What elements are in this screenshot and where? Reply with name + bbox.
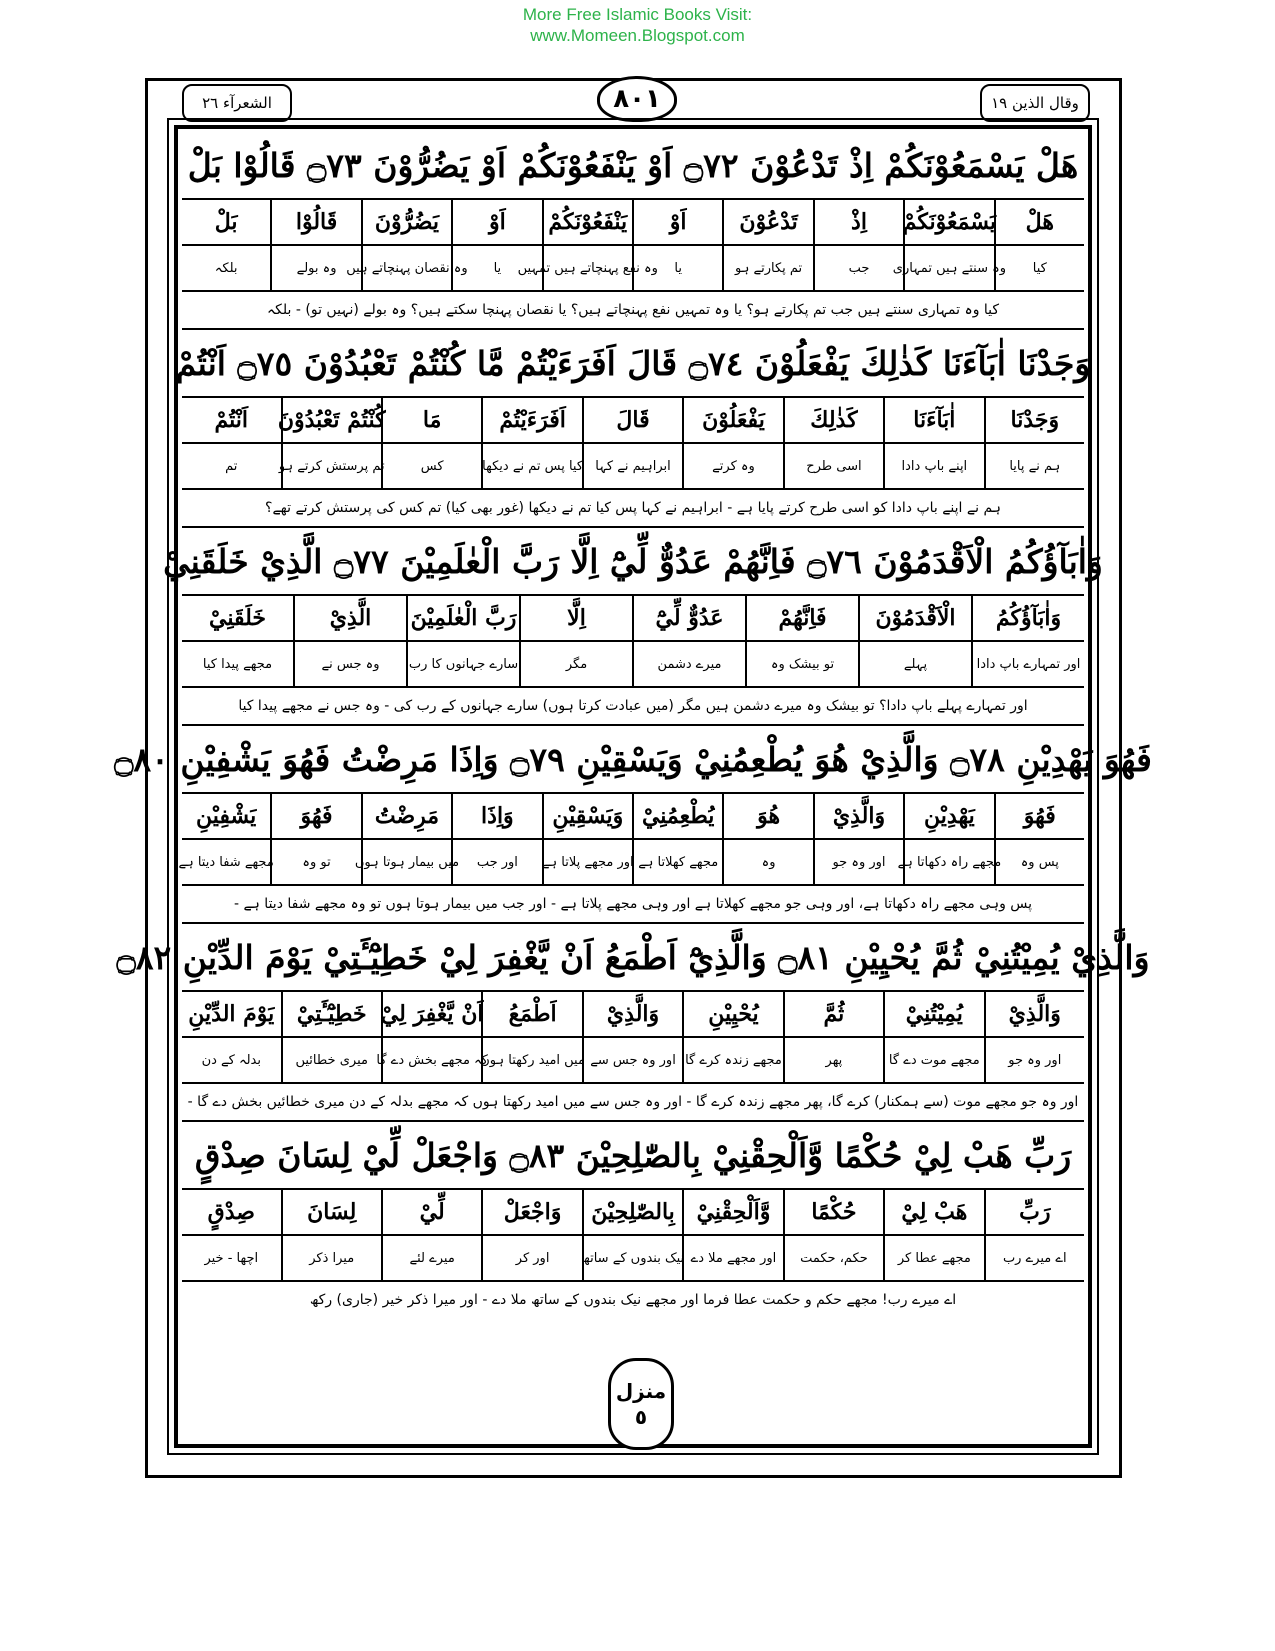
- word-cell: هُوَ: [722, 794, 812, 838]
- translation-cell: حکم، حکمت: [783, 1236, 883, 1280]
- translation-row: [182, 642, 1084, 688]
- translation-cell: میرے دشمن: [632, 642, 745, 686]
- site-banner: [0, 4, 1275, 46]
- word-cell: حُكْمًا: [783, 1190, 883, 1234]
- word-cell: مَرِضْتُ: [361, 794, 451, 838]
- word-cell: قَالَ: [582, 398, 682, 442]
- arabic-verse-line: رَبِّ هَبْ لِيْ حُكْمًا وَّاَلْحِقْنِيْ بِالصّٰلِحِيْنَ ۝٨٣ وَاجْعَلْ لِّيْ لِسَانَ صِدْقٍ: [182, 1122, 1084, 1190]
- site-line-1: More Free Islamic Books Visit:: [522, 5, 753, 24]
- translation-cell: اے میرے رب: [984, 1236, 1084, 1280]
- word-cell: اَوْ: [632, 200, 722, 244]
- translation-cell: تو وہ: [270, 840, 360, 884]
- translation-cell: مجھے شفا دیتا ہے: [178, 854, 274, 870]
- word-cell: بَلْ: [214, 209, 238, 235]
- word-cell: اِذْ: [813, 200, 903, 244]
- word-cell: يَهْدِيْنِ: [903, 794, 993, 838]
- word-cell: قَالُوْا: [270, 200, 360, 244]
- translation-cell: مجھے پیدا کیا: [202, 656, 273, 672]
- translation-cell: نیک بندوں کے ساتھ: [582, 1236, 682, 1280]
- word-cell: رَبِّ: [984, 1190, 1084, 1234]
- translation-cell: مجھے زندہ کرے گا: [682, 1038, 782, 1082]
- translation-row: [182, 246, 1084, 292]
- full-translation: ہم نے اپنے باپ دادا کو اسی طرح کرتے پایا ہے - ابراہیم نے کہا پس کیا تم نے دیکھا (غور بھی کیا) تم کس کی پرستش کرتے تھے؟: [265, 500, 1001, 516]
- word-cell: وَاِذَا: [451, 794, 541, 838]
- word-cell: لِّيْ: [381, 1190, 481, 1234]
- word-cell: صِدْقٍ: [207, 1199, 255, 1225]
- word-cell: رَبَّ الْعٰلَمِيْنَ: [406, 596, 519, 640]
- manzil-marker: [608, 1358, 674, 1450]
- word-cell: مَا: [381, 398, 481, 442]
- translation-row: [178, 840, 1084, 886]
- word-cell: يَفْعَلُوْنَ: [682, 398, 782, 442]
- word-cell: ثُمَّ: [783, 992, 883, 1036]
- translation-row: [182, 1236, 1084, 1282]
- full-translation: اور وہ جو مجھے موت (سے ہمکنار) کرے گا، پھر مجھے زندہ کرے گا - اور وہ جس سے میں امید رکھتا ہوں کہ مجھے بدلہ کے دن میری خطائیں بخش دے گا -: [187, 1094, 1079, 1110]
- translation-cell: اپنے باپ دادا: [883, 444, 983, 488]
- word-cell: وَيَسْقِيْنِ: [542, 794, 632, 838]
- word-cell: يَشْفِيْنِ: [196, 803, 257, 829]
- translation-cell: مجھے راہ دکھاتا ہے: [903, 840, 993, 884]
- word-cell: فَاِنَّهُمْ: [745, 596, 858, 640]
- word-cell: وَّاَلْحِقْنِيْ: [682, 1190, 782, 1234]
- verse-section: [114, 726, 1152, 924]
- word-row: [182, 794, 1084, 840]
- word-cell: عَدُوٌّ لِّيْٓ: [632, 596, 745, 640]
- translation-cell: تو بیشک وہ: [745, 642, 858, 686]
- word-cell: وَجَدْنَا: [984, 398, 1084, 442]
- translation-cell: اور مجھے پلاتا ہے: [542, 840, 632, 884]
- surah-label: الشعرآء ٢٦: [182, 84, 292, 122]
- translation-cell: اور تمہارے باپ دادا: [971, 642, 1084, 686]
- translation-cell: مجھے کھلاتا ہے: [632, 840, 722, 884]
- translation-cell: پہلے: [858, 642, 971, 686]
- translation-cell: اچھا - خیر: [204, 1250, 259, 1266]
- translation-cell: تم پکارتے ہو: [722, 246, 812, 290]
- translation-cell: تم: [225, 458, 238, 474]
- word-cell: فَهُوَ: [270, 794, 360, 838]
- translation-cell: اور مجھے ملا دے: [682, 1236, 782, 1280]
- translation-cell: مجھے عطا کر: [883, 1236, 983, 1280]
- word-cell: وَاجْعَلْ: [481, 1190, 581, 1234]
- translation-cell: ہم نے پایا: [984, 444, 1084, 488]
- translation-cell: وہ جس نے: [293, 642, 406, 686]
- full-translation: کیا وہ تمہاری سنتے ہیں جب تم پکارتے ہو؟ یا وہ تمہیں نفع پہنچاتے ہیں؟ یا نقصان پہنچا سکتے ہیں؟ وہ بولے (نہیں تو) - بلکہ: [266, 302, 1000, 318]
- translation-cell: اسی طرح: [783, 444, 883, 488]
- word-cell: وَالَّذِيْ: [813, 794, 903, 838]
- verse-section: [182, 132, 1084, 330]
- word-cell: هَبْ لِيْ: [883, 1190, 983, 1234]
- word-cell: هَلْ: [994, 200, 1084, 244]
- word-row: [182, 1190, 1084, 1236]
- arabic-verse-line: فَهُوَ يَهْدِيْنِ ۝٧٨ وَالَّذِيْ هُوَ يُطْعِمُنِيْ وَيَسْقِيْنِ ۝٧٩ وَاِذَا مَرِضْتُ فَهُوَ يَشْفِيْنِ ۝٨٠: [182, 726, 1084, 794]
- word-cell: اَنْتُمْ: [214, 407, 249, 433]
- arabic-verse-line: وَجَدْنَا اٰبَآءَنَا كَذٰلِكَ يَفْعَلُوْنَ ۝٧٤ قَالَ اَفَرَءَيْتُمْ مَّا كُنْتُمْ تَعْبُدُوْنَ ۝٧٥ اَنْتُمْ: [182, 330, 1084, 398]
- translation-cell: میرا ذکر: [281, 1236, 381, 1280]
- word-cell: وَالَّذِيْ: [582, 992, 682, 1036]
- word-cell: يَنْفَعُوْنَكُمْ: [542, 200, 632, 244]
- verse-section: [182, 1122, 1084, 1318]
- verse-section: [175, 330, 1091, 528]
- translation-cell: مجھے موت دے گا: [883, 1038, 983, 1082]
- word-cell: اَفَرَءَيْتُمْ: [481, 398, 581, 442]
- translation-cell: بدلہ کے دن: [201, 1052, 261, 1068]
- translation-cell: وہ بولے: [270, 246, 360, 290]
- word-cell: يَضُرُّوْنَ: [361, 200, 451, 244]
- full-translation: اے میرے رب! مجھے حکم و حکمت عطا فرما اور مجھے نیک بندوں کے ساتھ ملا دے - اور میرا ذکر خیر (جاری) رکھ: [309, 1292, 957, 1308]
- translation-cell: کیا پس تم نے دیکھا: [481, 444, 581, 488]
- arabic-verse-line: هَلْ يَسْمَعُوْنَكُمْ اِذْ تَدْعُوْنَ ۝٧٢ اَوْ يَنْفَعُوْنَكُمْ اَوْ يَضُرُّوْنَ ۝٧٣ قَالُوْا بَلْ: [182, 132, 1084, 200]
- word-cell: اِلَّا: [519, 596, 632, 640]
- word-cell: خَلَقَنِيْ: [209, 605, 266, 631]
- word-cell: تَدْعُوْنَ: [722, 200, 812, 244]
- translation-cell: اور کر: [481, 1236, 581, 1280]
- word-cell: فَهُوَ: [994, 794, 1084, 838]
- translation-cell: کیا: [994, 246, 1084, 290]
- translation-cell: پس وہ: [994, 840, 1084, 884]
- page-number: ٨٠١: [597, 76, 677, 122]
- word-row: [182, 992, 1084, 1038]
- word-cell: لِسَانَ: [281, 1190, 381, 1234]
- word-cell: اَنْ يَّغْفِرَ لِيْ: [381, 992, 481, 1036]
- translation-cell: کہ مجھے بخش دے گا: [381, 1038, 481, 1082]
- translation-cell: وہ نفع پہنچاتے ہیں تمہیں: [542, 246, 632, 290]
- word-cell: خَطِيْٓـَٔتِيْ: [281, 992, 381, 1036]
- translation-cell: میری خطائیں: [281, 1038, 381, 1082]
- translation-cell: اور وہ جو: [984, 1038, 1084, 1082]
- word-cell: وَالَّذِيْ: [984, 992, 1084, 1036]
- full-translation: پس وہی مجھے راہ دکھاتا ہے، اور وہی جو مجھے کھلاتا ہے اور وہی مجھے پلاتا ہے - اور جب میں بیمار ہوتا ہوں تو وہ مجھے شفا دیتا ہے -: [233, 896, 1033, 912]
- translation-cell: میں امید رکھتا ہوں: [481, 1038, 581, 1082]
- word-cell: وَاٰبَآؤُكُمُ: [971, 596, 1084, 640]
- translation-cell: یا: [451, 246, 541, 290]
- juz-label: وقال الذين ١٩: [980, 84, 1090, 122]
- translation-cell: اور جب: [451, 840, 541, 884]
- word-cell: يَسْمَعُوْنَكُمْ: [903, 200, 993, 244]
- word-cell: يُحْيِيْنِ: [682, 992, 782, 1036]
- word-cell: يُطْعِمُنِيْ: [632, 794, 722, 838]
- translation-cell: وہ کرتے: [682, 444, 782, 488]
- translation-row: [182, 444, 1084, 490]
- translation-cell: جب: [813, 246, 903, 290]
- translation-cell: بلکہ: [214, 260, 238, 276]
- translation-cell: میرے لئے: [381, 1236, 481, 1280]
- translation-cell: یا: [632, 246, 722, 290]
- word-cell: يُمِيْتُنِيْ: [883, 992, 983, 1036]
- translation-cell: کس: [381, 444, 481, 488]
- translation-cell: پھر: [783, 1038, 883, 1082]
- arabic-verse-line: وَالَّذِيْ يُمِيْتُنِيْ ثُمَّ يُحْيِيْنِ ۝٨١ وَالَّذِيْٓ اَطْمَعُ اَنْ يَّغْفِرَ لِيْ خَطِيْٓـَٔتِيْ يَوْمَ الدِّيْنِ ۝٨٢: [182, 924, 1084, 992]
- translation-cell: اور وہ جس سے: [582, 1038, 682, 1082]
- word-cell: الْاَقْدَمُوْنَ: [858, 596, 971, 640]
- word-cell: كَذٰلِكَ: [783, 398, 883, 442]
- manzil-label: منزل: [615, 1379, 667, 1403]
- translation-cell: تم پرستش کرتے ہو: [281, 444, 381, 488]
- word-row: [182, 398, 1084, 444]
- translation-cell: سارے جہانوں کا رب: [406, 642, 519, 686]
- translation-cell: اور وہ جو: [813, 840, 903, 884]
- page-content: [114, 132, 1152, 1318]
- word-cell: الَّذِيْ: [293, 596, 406, 640]
- word-cell: كُنْتُمْ تَعْبُدُوْنَ: [281, 398, 381, 442]
- translation-cell: میں بیمار ہوتا ہوں: [361, 840, 451, 884]
- full-translation: اور تمہارے پہلے باپ دادا؟ تو بیشک وہ میرے دشمن ہیں مگر (میں عبادت کرتا ہوں) سارے جہانوں کے رب کی - وہ جس نے مجھے پیدا کیا: [238, 698, 1028, 714]
- arabic-verse-line: وَاٰبَآؤُكُمُ الْاَقْدَمُوْنَ ۝٧٦ فَاِنَّهُمْ عَدُوٌّ لِّيْٓ اِلَّا رَبَّ الْعٰلَمِيْنَ ۝٧٧ الَّذِيْ خَلَقَنِيْ: [182, 528, 1084, 596]
- word-row: [182, 200, 1084, 246]
- manzil-number: ٥: [634, 1405, 648, 1429]
- word-cell: بِالصّٰلِحِيْنَ: [582, 1190, 682, 1234]
- word-cell: اَطْمَعُ: [481, 992, 581, 1036]
- translation-row: [182, 1038, 1084, 1084]
- translation-cell: وہ نقصان پہنچاتے ہیں: [361, 246, 451, 290]
- translation-cell: ابراہیم نے کہا: [582, 444, 682, 488]
- translation-cell: وہ سنتے ہیں تمہاری: [903, 246, 993, 290]
- site-line-2[interactable]: www.Momeen.Blogspot.com: [530, 26, 745, 45]
- translation-cell: مگر: [519, 642, 632, 686]
- verse-section: [163, 528, 1103, 726]
- word-cell: اٰبَآءَنَا: [883, 398, 983, 442]
- word-cell: اَوْ: [451, 200, 541, 244]
- word-row: [182, 596, 1084, 642]
- translation-cell: وہ: [722, 840, 812, 884]
- verse-section: [116, 924, 1150, 1122]
- word-cell: يَوْمَ الدِّيْنِ: [188, 1001, 275, 1027]
